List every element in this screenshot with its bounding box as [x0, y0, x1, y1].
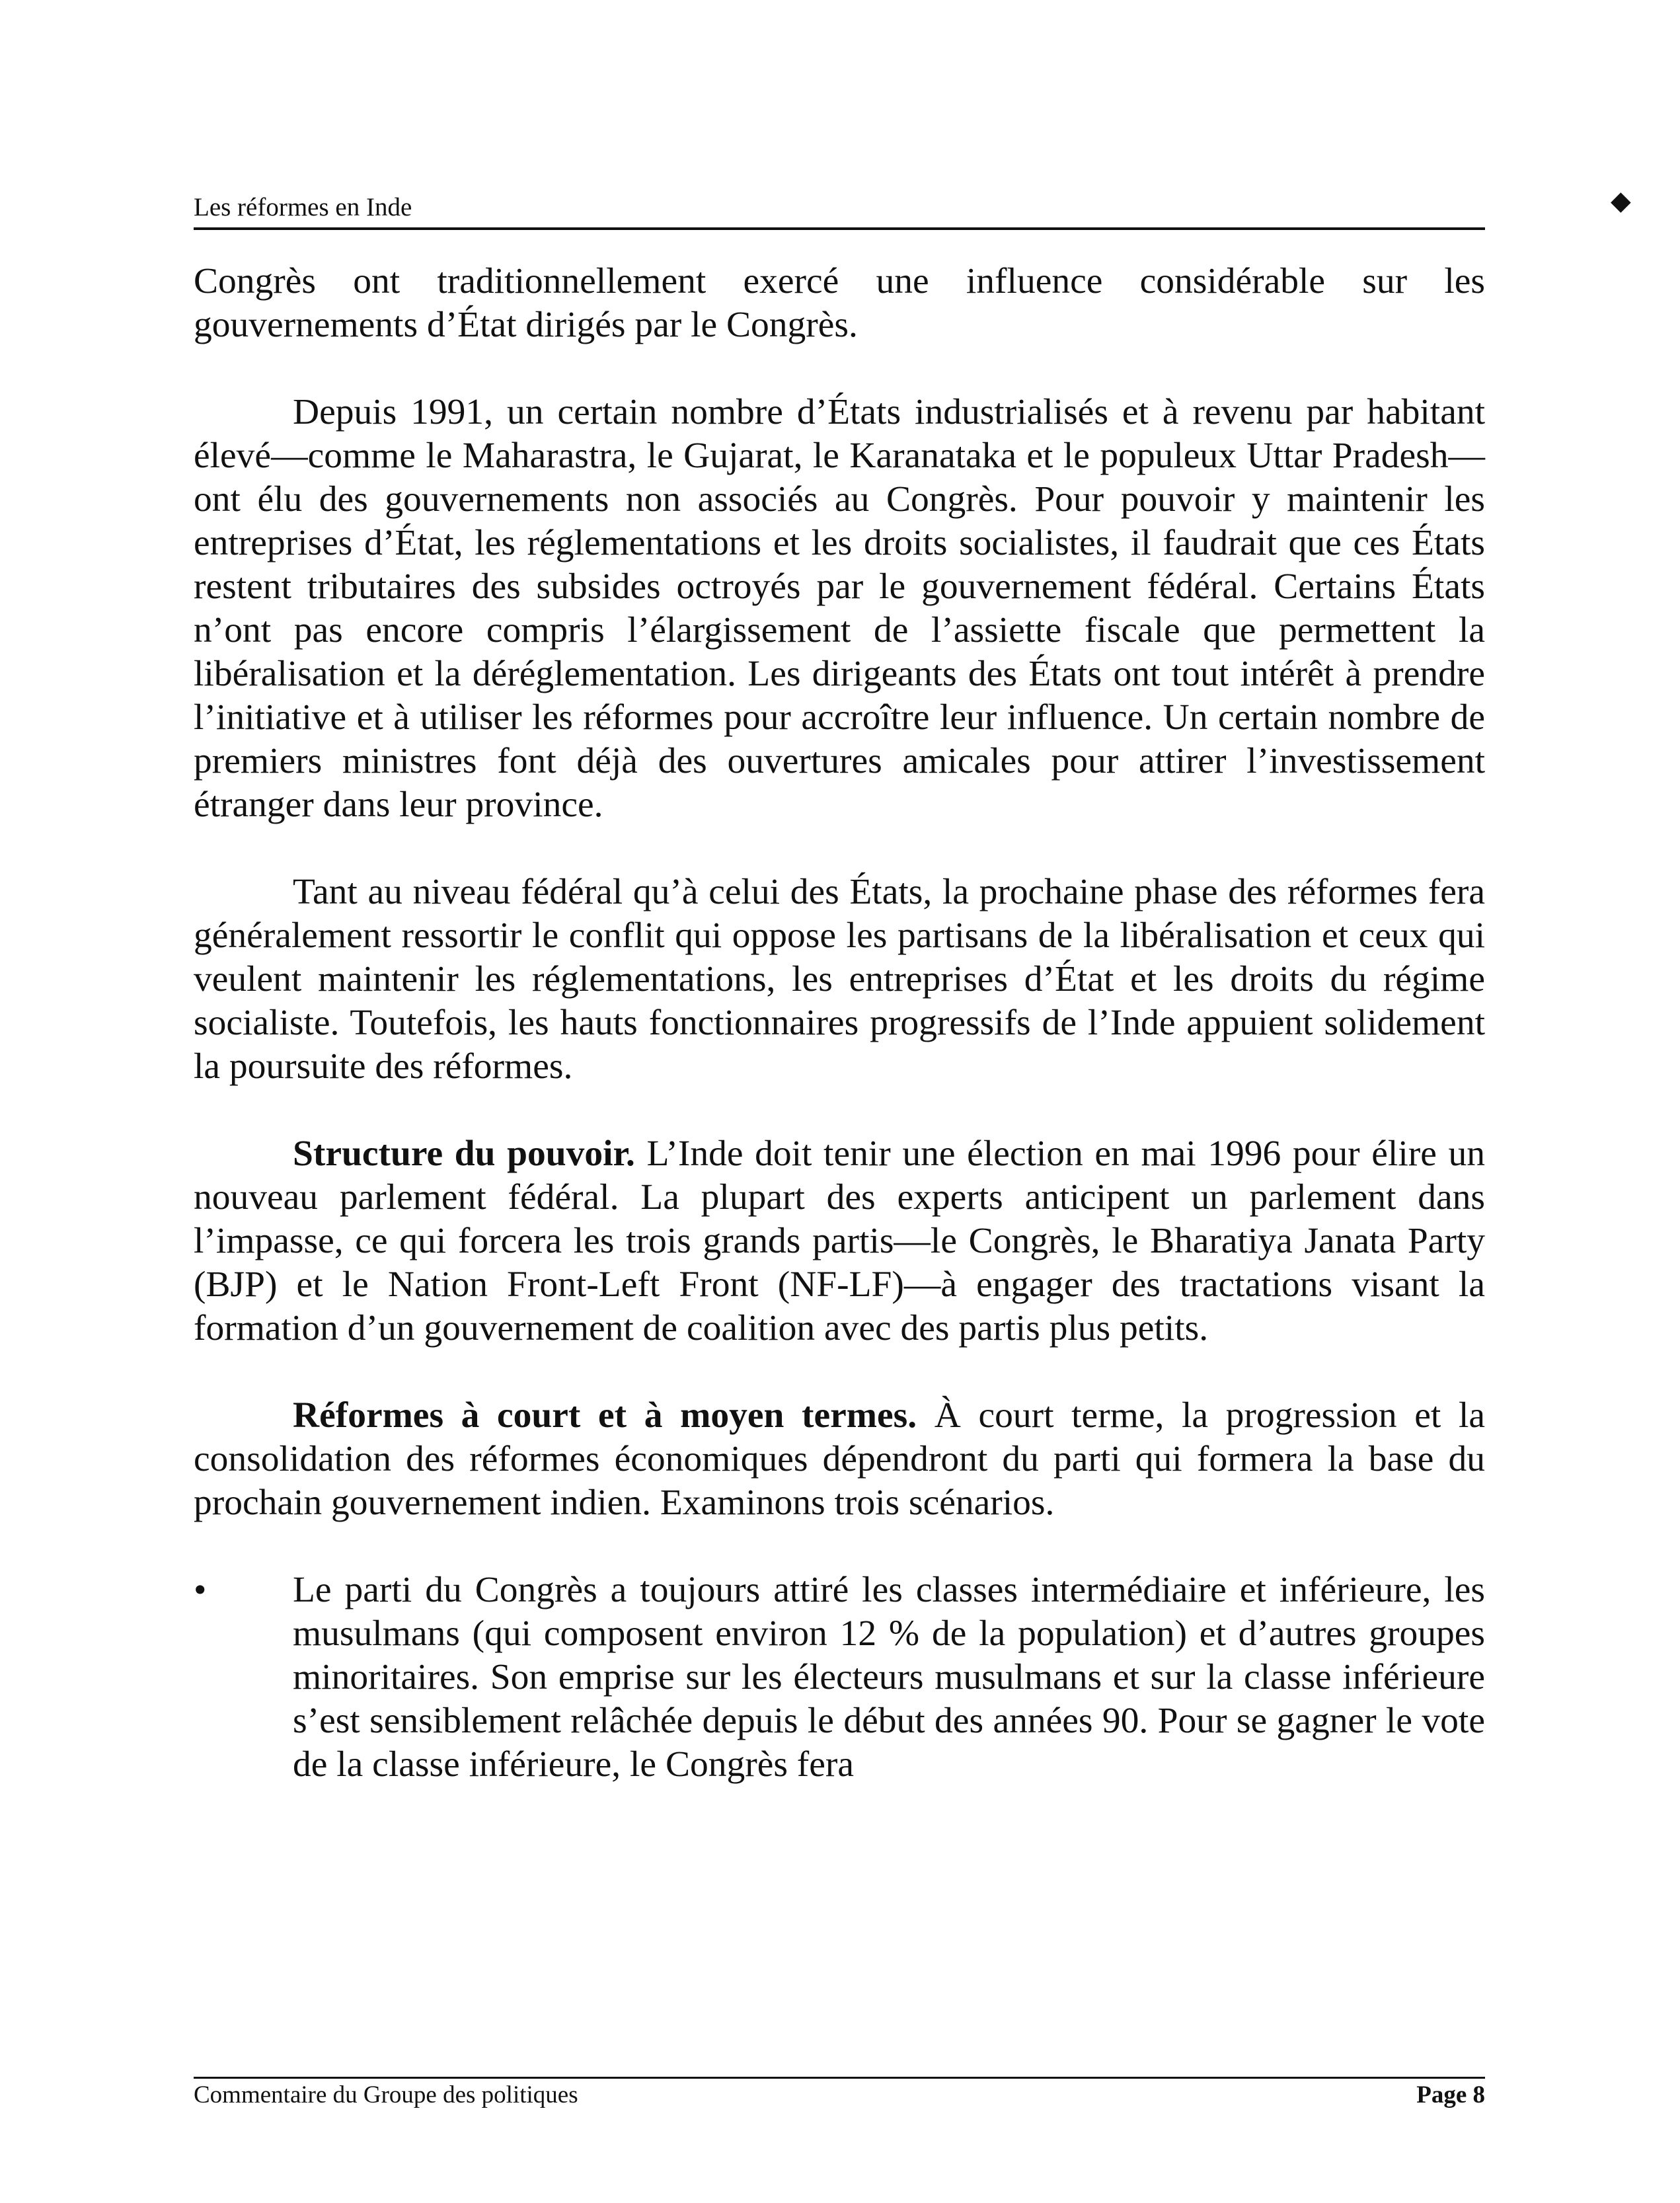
section-heading: Réformes à court et à moyen termes.	[293, 1395, 917, 1436]
section-paragraph	[194, 1132, 1485, 1350]
paragraph	[194, 870, 1485, 1089]
margin-mark: ◆	[1611, 186, 1631, 215]
paragraph-continuation	[194, 260, 1485, 347]
document-body	[194, 260, 1485, 1787]
running-header: Les réformes en Inde	[194, 192, 1485, 230]
paragraph	[194, 391, 1485, 827]
section-paragraph	[194, 1394, 1485, 1525]
page-footer	[194, 2077, 1485, 2110]
paragraph-text: Depuis 1991, un certain nombre d’États industrialisés et à revenu par habitant élevé—comme le Maharastra, le Gujarat, le Karanataka et le populeux Uttar Pradesh—ont élu des gouvernements non associés au Congrès. Pour pouvoir y maintenir les entreprises d’État, les réglementations et les droits socialistes, il faudrait que ces États restent tributaires des subsides octroyés par le gouvernement fédéral. Certains États n’ont pas encore compris l’élargissement de l’assiette fiscale que permettent la libéralisation et la déréglementation. Les dirigeants des États ont tout intérêt à prendre l’initiative et à utiliser les réformes pour accroître leur influence. Un certain nombre de premiers ministres font déjà des ouvertures amicales pour attirer l’investissement étranger dans leur province.	[194, 392, 1485, 825]
paragraph-text: Tant au niveau fédéral qu’à celui des États, la prochaine phase des réformes fera généralement ressortir le conflit qui oppose les partisans de la libéralisation et ceux qui veulent maintenir les réglementations, les entreprises d’État et les droits du régime socialiste. Toutefois, les hauts fonctionnaires progressifs de l’Inde appuient solidement la poursuite des réformes.	[194, 872, 1485, 1087]
section-heading: Structure du pouvoir.	[293, 1134, 635, 1174]
bullet-item	[194, 1568, 1485, 1787]
page-number: Page 8	[1416, 2081, 1485, 2108]
paragraph-text: À court terme, la progression et la consolidation des réformes économiques dépendront du parti qui formera la base du prochain gouvernement indien. Examinons trois scénarios.	[194, 1395, 1485, 1523]
paragraph-text: L’Inde doit tenir une élection en mai 1996 pour élire un nouveau parlement fédéral. La plupart des experts anticipent un parlement dans l’impasse, ce qui forcera les trois grands partis—le Congrès, le Bharatiya Janata Party (BJP) et le Nation Front-Left Front (NF-LF)—à engager des tractations visant la formation d’un gouvernement de coalition avec des partis plus petits.	[194, 1134, 1486, 1348]
bullet-marker: •	[194, 1570, 207, 1610]
paragraph-text: Congrès ont traditionnellement exercé une influence considérable sur les gouvernements d’État dirigés par le Congrès.	[194, 261, 1485, 345]
footer-publication: Commentaire du Groupe des politiques	[194, 2081, 578, 2108]
bullet-text: Le parti du Congrès a toujours attiré les classes intermédiaire et inférieure, les musulmans (qui composent environ 12 % de la population) et d’autres groupes minoritaires. Son emprise sur les électeurs musulmans et sur la classe inférieure s’est sensiblement relâchée depuis le début des années 90. Pour se gagner le vote de la classe inférieure, le Congrès fera	[293, 1570, 1485, 1785]
